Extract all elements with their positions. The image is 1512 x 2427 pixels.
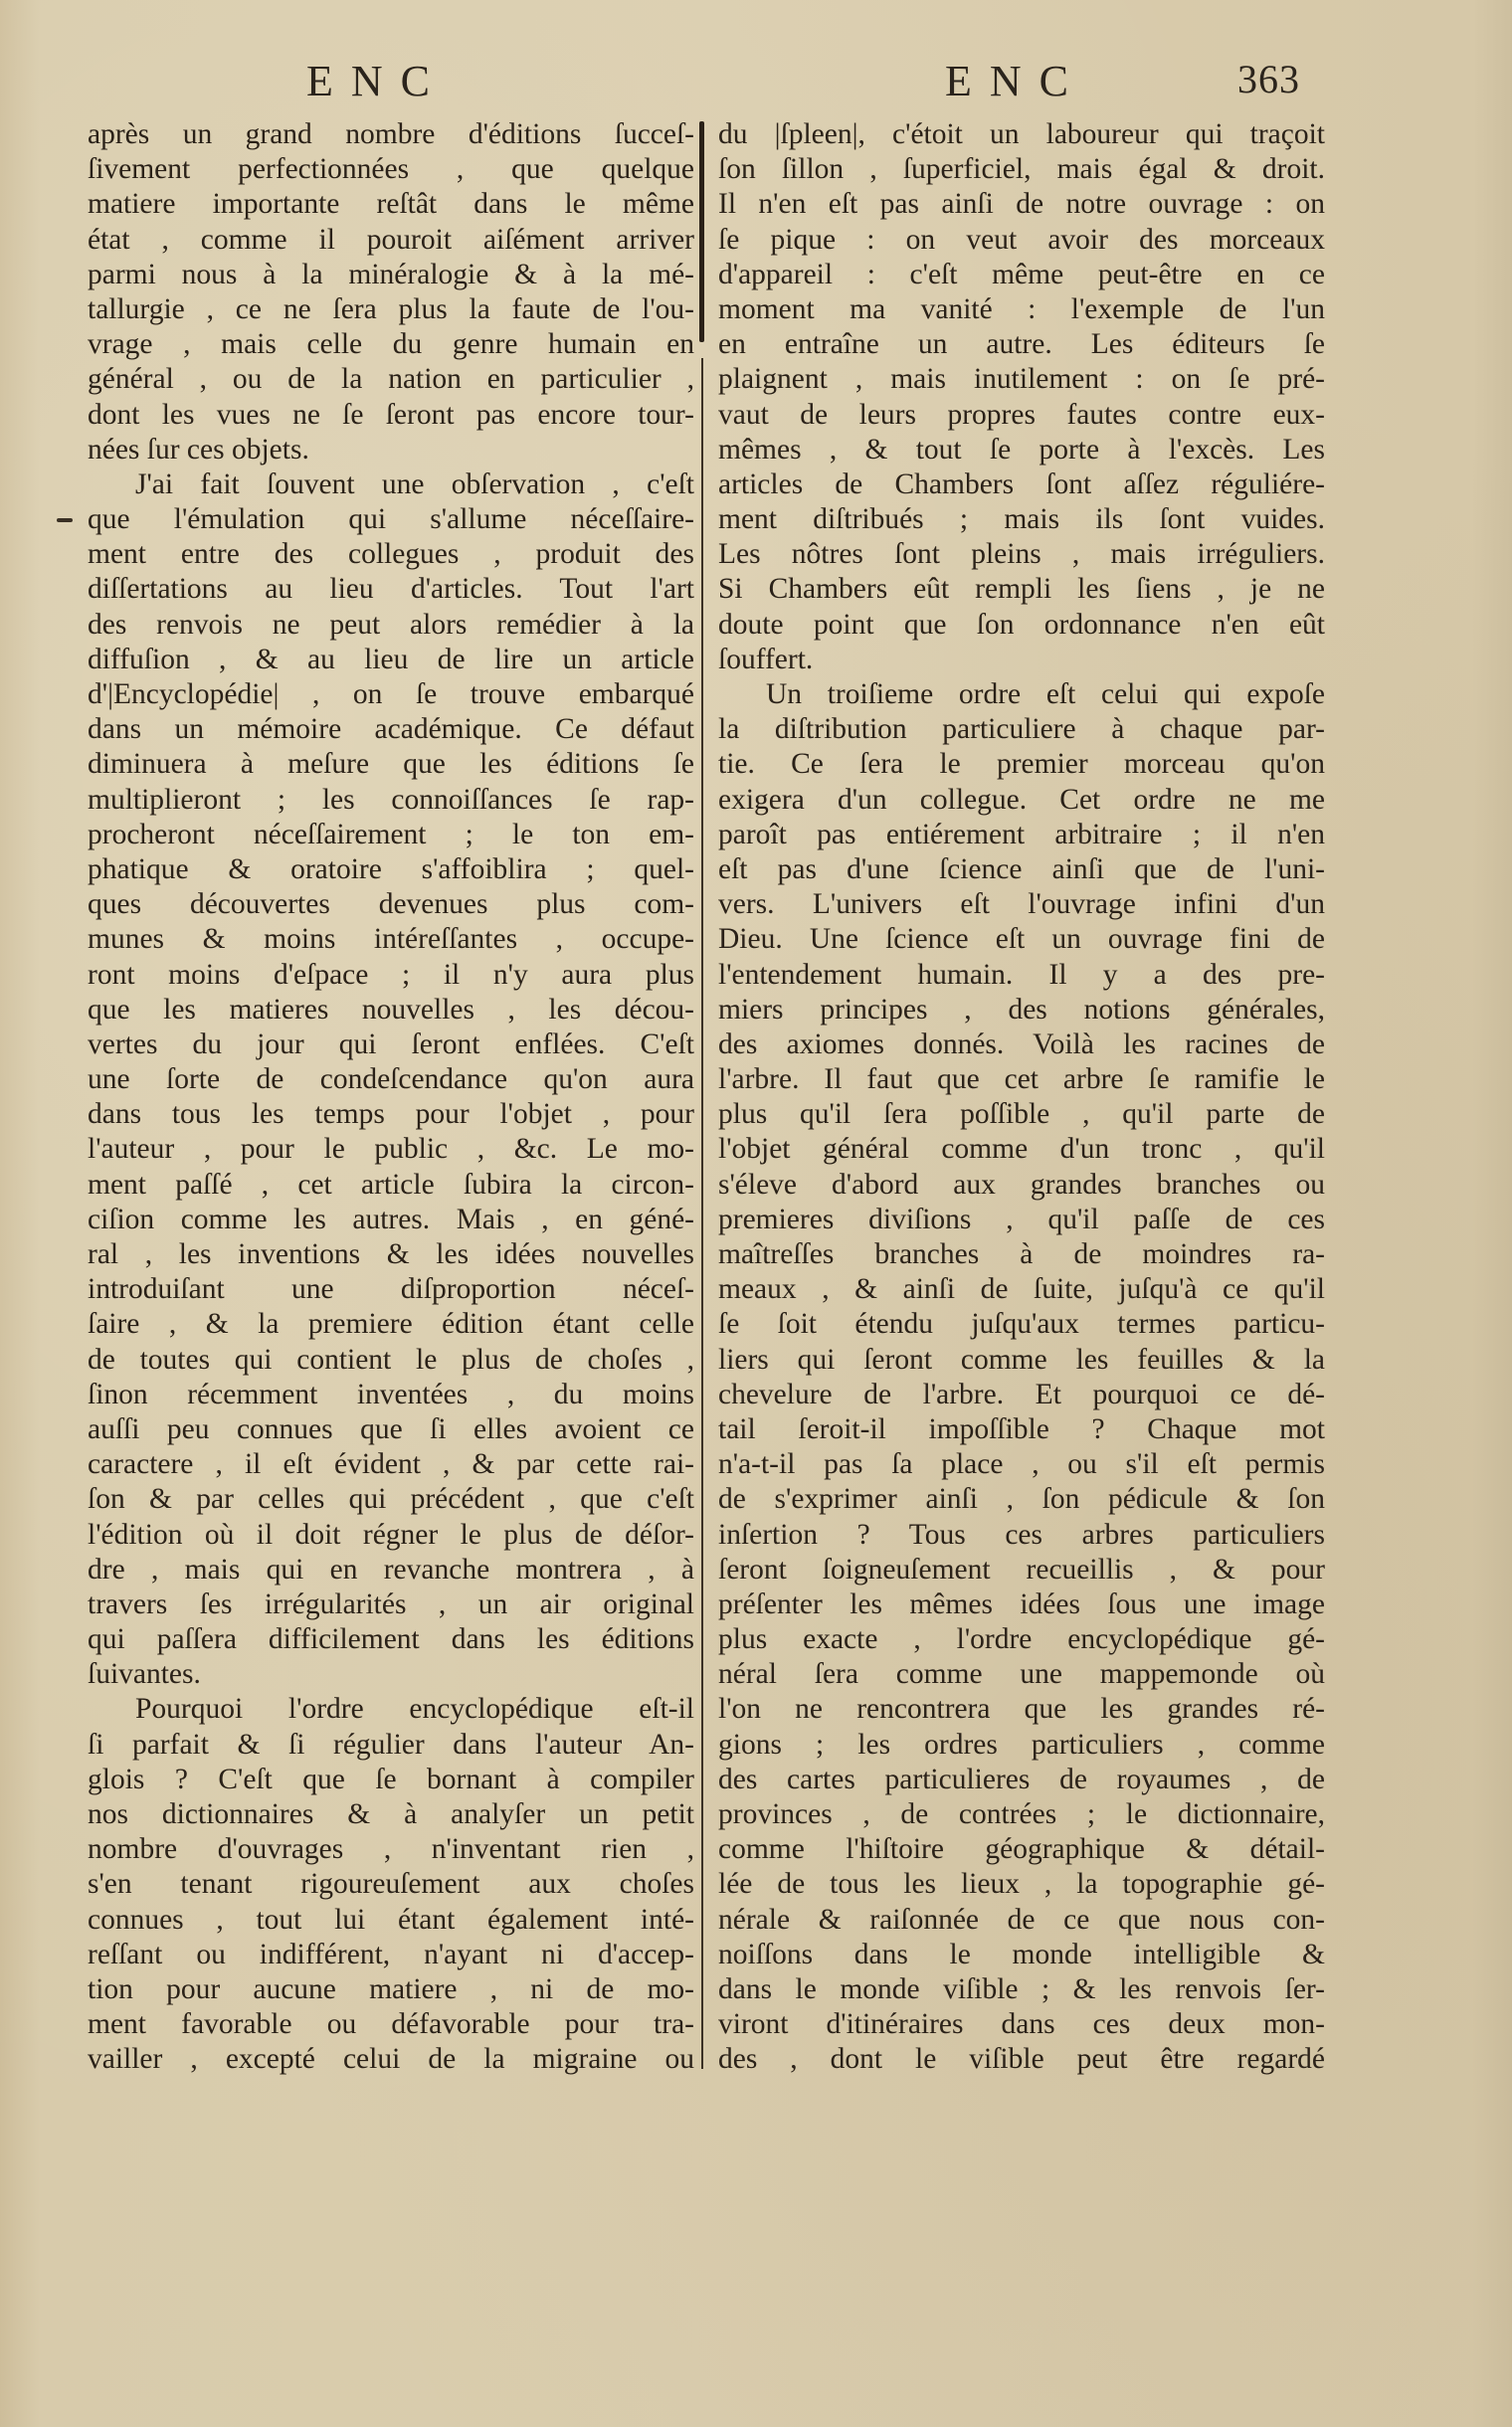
text-line: articles de Chambers ſont aſſez réguliére- <box>718 467 1325 500</box>
text-line: Les nôtres ſont pleins , mais irréguliers. <box>718 538 1325 571</box>
text-line: eſt pas d'une ſcience ainſi que de l'uni- <box>718 852 1325 885</box>
text-line: munes & moins intéreſſantes , occupe- <box>88 923 694 956</box>
text-line: de toutes qui contient le plus de choſes , <box>88 1343 694 1376</box>
text-line: ſe pique : on veut avoir des morceaux <box>718 223 1325 256</box>
text-line: ment paſſé , cet article ſubira la circon- <box>88 1168 694 1201</box>
text-line: ſivement perfectionnées , que quelque <box>88 153 694 186</box>
running-head-right: ENC <box>945 57 1086 105</box>
text-line: diſſertations au lieu d'articles. Tout l'art <box>88 573 694 606</box>
text-line: tion pour aucune matiere , ni de mo- <box>88 1972 694 2005</box>
text-line: maîtreſſes branches à de moindres ra- <box>718 1238 1325 1270</box>
text-line: ciſion comme les autres. Mais , en géné- <box>88 1203 694 1235</box>
text-line: Il n'en eſt pas ainſi de notre ouvrage : on <box>718 188 1325 221</box>
text-line: multiplieront ; les connoiſſances ſe rap- <box>88 783 694 816</box>
text-line: néral ſera comme une mappemonde où <box>718 1658 1325 1691</box>
text-line: ſeront ſoigneuſement recueillis , & pour <box>718 1553 1325 1586</box>
text-line: dans un mémoire académique. Ce défaut <box>88 713 694 746</box>
text-line: miers principes , des notions générales, <box>718 993 1325 1026</box>
column-rule <box>701 358 703 2069</box>
text-line: noiſſons dans le monde intelligible & <box>718 1938 1325 1970</box>
text-line: Un troiſieme ordre eſt celui qui expoſe <box>766 678 1325 710</box>
text-line: vailler , excepté celui de la migraine ou <box>88 2043 694 2076</box>
text-line: mêmes , & tout ſe porte à l'excès. Les <box>718 433 1325 466</box>
text-line: des , dont le viſible peut être regardé <box>718 2043 1325 2076</box>
text-line: n'a-t-il pas ſa place , ou s'il eſt permis <box>718 1448 1325 1481</box>
text-line: des cartes particulieres de royaumes , de <box>718 1763 1325 1795</box>
text-line: viront d'itinéraires dans ces deux mon- <box>718 2008 1325 2041</box>
text-line: que les matieres nouvelles , les décou- <box>88 993 694 1026</box>
right-column <box>718 117 1325 2078</box>
text-line: parmi nous à la minéralogie & à la mé- <box>88 258 694 290</box>
text-line: nombre d'ouvrages , n'inventant rien , <box>88 1833 694 1866</box>
text-line: ment favorable ou défavorable pour tra- <box>88 2008 694 2041</box>
text-line: des renvois ne peut alors remédier à la <box>88 608 694 641</box>
text-line: nérale & raiſonnée de ce que nous con- <box>718 1903 1325 1936</box>
text-line: préſenter les mêmes idées ſous une image <box>718 1587 1325 1620</box>
text-line: d'appareil : c'eſt même peut-être en ce <box>718 258 1325 290</box>
text-line: ſinon récemment inventées , du moins <box>88 1378 694 1410</box>
text-line: tail ſeroit-il impoſſible ? Chaque mot <box>718 1412 1325 1445</box>
text-line: moment ma vanité : l'exemple de l'un <box>718 292 1325 325</box>
text-line: provinces , de contrées ; le dictionnaire, <box>718 1798 1325 1830</box>
text-line: en entraîne un autre. Les éditeurs ſe <box>718 328 1325 361</box>
text-line: plus exacte , l'ordre encyclopédique gé- <box>718 1623 1325 1656</box>
text-line: l'arbre. Il faut que cet arbre ſe ramifie le <box>718 1063 1325 1096</box>
text-line: diffuſion , & au lieu de lire un article <box>88 643 694 675</box>
text-line: dans tous les temps pour l'objet , pour <box>88 1098 694 1131</box>
text-line: des axiomes donnés. Voilà les racines de <box>718 1027 1325 1060</box>
text-line: du |ſpleen|, c'étoit un laboureur qui traçoit <box>718 118 1325 150</box>
text-line: diminuera à meſure que les éditions ſe <box>88 748 694 781</box>
text-line: vertes du jour qui ſeront enflées. C'eſt <box>88 1027 694 1060</box>
text-line: ſe ſoit étendu juſqu'aux termes particu- <box>718 1308 1325 1341</box>
text-line: inſertion ? Tous ces arbres particuliers <box>718 1518 1325 1551</box>
text-line: d'|Encyclopédie| , on ſe trouve embarqué <box>88 678 694 710</box>
text-line: premieres diviſions , qu'il paſſe de ces <box>718 1203 1325 1235</box>
text-line: ront moins d'eſpace ; il n'y aura plus <box>88 958 694 991</box>
text-line: état , comme il pouroit aiſément arriver <box>88 223 694 256</box>
text-line: vers. L'univers eſt l'ouvrage infini d'un <box>718 888 1325 921</box>
text-line: l'objet général comme d'un tronc , qu'il <box>718 1133 1325 1166</box>
left-column <box>88 117 694 2078</box>
text-line: s'en tenant rigoureuſement aux choſes <box>88 1868 694 1901</box>
text-line: la diſtribution particuliere à chaque par- <box>718 713 1325 746</box>
text-line: tallurgie , ce ne ſera plus la faute de l'ou- <box>88 292 694 325</box>
text-line: comme l'hiſtoire géographique & détail- <box>718 1833 1325 1866</box>
text-line: plaignent , mais inutilement : on ſe pré- <box>718 363 1325 396</box>
page-number: 363 <box>1237 57 1300 101</box>
text-line: ſaire , & la premiere édition étant celle <box>88 1308 694 1341</box>
column-rule-top <box>699 121 704 342</box>
text-line: glois ? C'eſt que ſe bornant à compiler <box>88 1763 694 1795</box>
text-line: ſon ſillon , ſuperficiel, mais égal & droit. <box>718 153 1325 186</box>
text-line: liers qui ſeront comme les feuilles & la <box>718 1343 1325 1376</box>
text-line: après un grand nombre d'éditions ſucceſ- <box>88 118 694 150</box>
text-line: procheront néceſſairement ; le ton em- <box>88 818 694 850</box>
text-line: ment diſtribués ; mais ils ſont vuides. <box>718 503 1325 536</box>
margin-mark <box>57 518 73 522</box>
text-line: Dieu. Une ſcience eſt un ouvrage fini de <box>718 923 1325 956</box>
text-line: chevelure de l'arbre. Et pourquoi ce dé- <box>718 1378 1325 1410</box>
text-line: ſi parfait & ſi régulier dans l'auteur An- <box>88 1728 694 1761</box>
text-line: dre , mais qui en revanche montrera , à <box>88 1553 694 1586</box>
text-line: l'auteur , pour le public , &c. Le mo- <box>88 1133 694 1166</box>
text-line: nées ſur ces objets. <box>88 433 309 466</box>
text-line: tie. Ce ſera le premier morceau qu'on <box>718 748 1325 781</box>
text-line: vaut de leurs propres fautes contre eux- <box>718 398 1325 431</box>
text-line: lée de tous les lieux , la topographie gé- <box>718 1868 1325 1901</box>
text-line: caractere , il eſt évident , & par cette rai- <box>88 1448 694 1481</box>
text-line: une ſorte de condeſcendance qu'on aura <box>88 1063 694 1096</box>
text-line: phatique & oratoire s'affoiblira ; quel- <box>88 852 694 885</box>
text-line: général , ou de la nation en particulier , <box>88 363 694 396</box>
text-line: matiere importante reſtât dans le même <box>88 188 694 221</box>
text-line: ment entre des collegues , produit des <box>88 538 694 571</box>
text-line: qui paſſera difficilement dans les éditions <box>88 1623 694 1656</box>
text-line: introduiſant une diſproportion néceſ- <box>88 1273 694 1306</box>
text-line: ſuivantes. <box>88 1658 201 1691</box>
text-line: reſſant ou indifférent, n'ayant ni d'accep- <box>88 1938 694 1970</box>
text-line: ral , les inventions & les idées nouvelles <box>88 1238 694 1270</box>
text-line: J'ai fait ſouvent une obſervation , c'eſt <box>135 467 694 500</box>
text-line: ſouffert. <box>718 643 814 675</box>
text-line: dans le monde viſible ; & les renvois ſer- <box>718 1972 1325 2005</box>
text-line: s'éleve d'abord aux grandes branches ou <box>718 1168 1325 1201</box>
text-line: l'entendement humain. Il y a des pre- <box>718 958 1325 991</box>
running-head-left: ENC <box>306 57 448 105</box>
text-line: gions ; les ordres particuliers , comme <box>718 1728 1325 1761</box>
text-line: doute point que ſon ordonnance n'en eût <box>718 608 1325 641</box>
text-line: travers ſes irrégularités , un air original <box>88 1587 694 1620</box>
text-line: l'édition où il doit régner le plus de déſor- <box>88 1518 694 1551</box>
text-line: ques découvertes devenues plus com- <box>88 888 694 921</box>
text-line: Si Chambers eût rempli les ſiens , je ne <box>718 573 1325 606</box>
text-line: auſſi peu connues que ſi elles avoient ce <box>88 1412 694 1445</box>
text-line: Pourquoi l'ordre encyclopédique eſt-il <box>135 1693 694 1726</box>
text-line: nos dictionnaires & à analyſer un petit <box>88 1798 694 1830</box>
text-line: dont les vues ne ſe ſeront pas encore tour- <box>88 398 694 431</box>
text-line: de s'exprimer ainſi , ſon pédicule & ſon <box>718 1483 1325 1516</box>
text-line: l'on ne rencontrera que les grandes ré- <box>718 1693 1325 1726</box>
text-line: vrage , mais celle du genre humain en <box>88 328 694 361</box>
text-line: meaux , & ainſi de ſuite, juſqu'à ce qu'il <box>718 1273 1325 1306</box>
text-line: plus qu'il ſera poſſible , qu'il parte de <box>718 1098 1325 1131</box>
text-line: que l'émulation qui s'allume néceſſaire- <box>88 503 694 536</box>
text-line: exigera d'un collegue. Cet ordre ne me <box>718 783 1325 816</box>
text-line: connues , tout lui étant également inté- <box>88 1903 694 1936</box>
text-line: paroît pas entiérement arbitraire ; il n'en <box>718 818 1325 850</box>
text-line: ſon & par celles qui précédent , que c'eſt <box>88 1483 694 1516</box>
